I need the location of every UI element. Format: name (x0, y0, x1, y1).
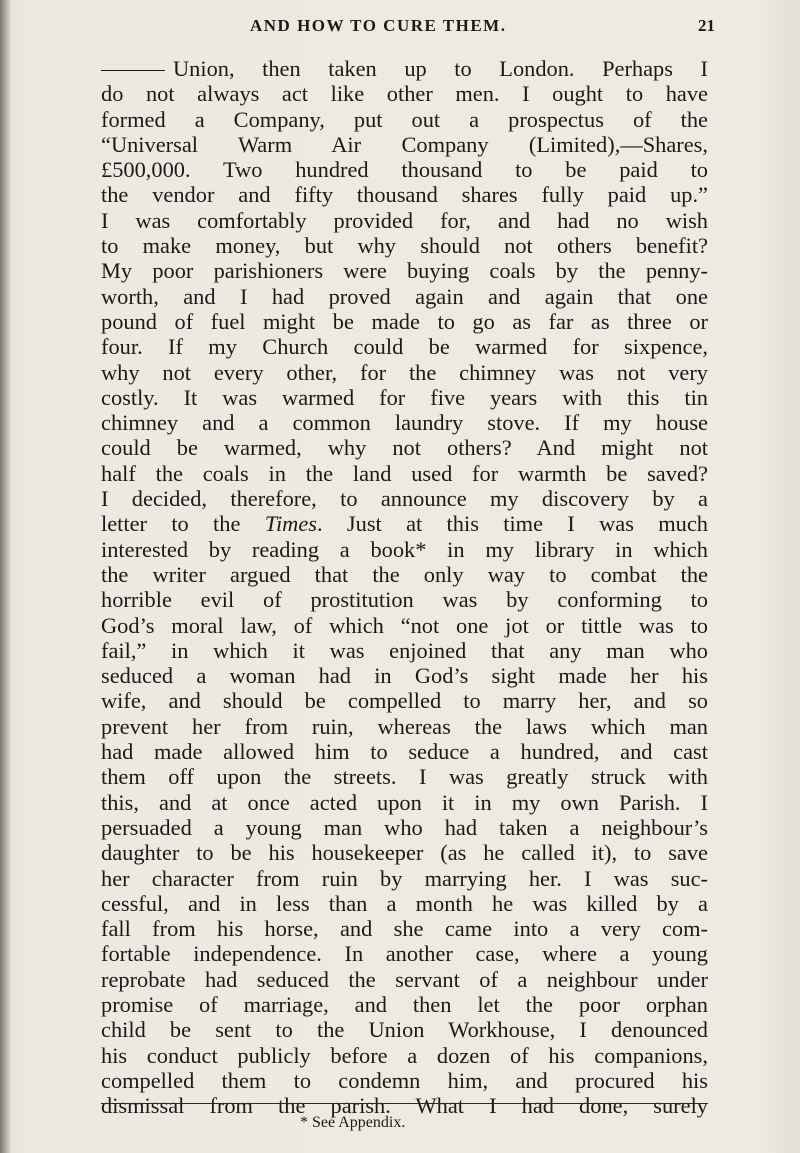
text-line: £500,000. Two hundred thousand to be paid to (101, 157, 708, 183)
text-line: them off upon the streets. I was greatly struck with (101, 764, 708, 790)
text-line: seduced a woman had in God’s sight made her his (101, 663, 708, 689)
text-line: prevent her from ruin, whereas the laws which man (101, 713, 708, 739)
text-line: dismissal from the parish. What I had done, surely (101, 1093, 708, 1119)
footnote-rule (101, 1103, 708, 1104)
text-line: letter to the Times. Just at this time I was much (101, 511, 709, 537)
text-line: the writer argued that the only way to combat the (101, 561, 708, 587)
text-line: I decided, therefore, to announce my discovery by a (101, 486, 708, 512)
text-line: chimney and a common laundry stove. If my house (101, 410, 708, 436)
text-line: his conduct publicly before a dozen of his companions, (101, 1042, 708, 1068)
text-line: promise of marriage, and then let the poor orphan (101, 991, 708, 1017)
text-line: could be warmed, why not others? And might not (101, 435, 708, 461)
page-header (90, 16, 715, 46)
text-line: horrible evil of prostitution was by conforming to (101, 587, 708, 613)
page-binding-edge (0, 0, 10, 1153)
text-line: “Universal Warm Air Company (Limited),—Shares, (101, 131, 708, 157)
body-text (101, 56, 708, 1118)
text-line: fortable independence. In another case, where a young (101, 941, 708, 967)
text-line: her character from ruin by marrying her. I was suc- (101, 865, 708, 891)
text-line: cessful, and in less than a month he was killed by a (101, 890, 708, 916)
text-line: fail,” in which it was enjoined that any man who (101, 637, 708, 663)
text-line: child be sent to the Union Workhouse, I denounced (101, 1017, 708, 1043)
footnote: * See Appendix. (300, 1114, 406, 1131)
text-line: costly. It was warmed for five years with this tin (101, 384, 708, 410)
text-line: half the coals in the land used for warmth be saved? (101, 460, 708, 486)
text-line: interested by reading a book* in my library in which (101, 536, 708, 562)
text-line: I was comfortably provided for, and had no wish (101, 207, 708, 233)
text-line: God’s moral law, of which “not one jot or tittle was to (101, 612, 708, 638)
text-line: fall from his horse, and she came into a very com- (101, 916, 708, 942)
text-line: this, and at once acted upon it in my own Parish. I (101, 789, 708, 815)
text-line: pound of fuel might be made to go as far as three or (101, 308, 708, 334)
text-line: do not always act like other men. I ought to have (101, 81, 708, 107)
page-number: 21 (698, 16, 715, 35)
text-line: formed a Company, put out a prospectus of the (101, 106, 708, 132)
text-line: persuaded a young man who had taken a neighbour’s (101, 814, 708, 840)
text-line: had made allowed him to seduce a hundred, and cast (101, 739, 708, 765)
text-line: reprobate had seduced the servant of a neighbour under (101, 966, 708, 992)
text-line: daughter to be his housekeeper (as he called it), to save (101, 840, 708, 866)
text-line: the vendor and fifty thousand shares fully paid up.” (101, 182, 708, 208)
running-head: AND HOW TO CURE THEM. (250, 16, 507, 35)
text-line: Union, then taken up to London. Perhaps I (101, 56, 708, 81)
text-line: My poor parishioners were buying coals by the penny- (101, 258, 708, 284)
text-line: wife, and should be compelled to marry her, and so (101, 688, 708, 714)
text-line: compelled them to condemn him, and procured his (101, 1067, 708, 1093)
text-line: worth, and I had proved again and again that one (101, 283, 708, 309)
text-line: why not every other, for the chimney was not very (101, 359, 708, 385)
leading-dash (101, 70, 165, 71)
text-line: to make money, but why should not others benefit? (101, 233, 708, 259)
text-line: four. If my Church could be warmed for sixpence, (101, 334, 708, 360)
